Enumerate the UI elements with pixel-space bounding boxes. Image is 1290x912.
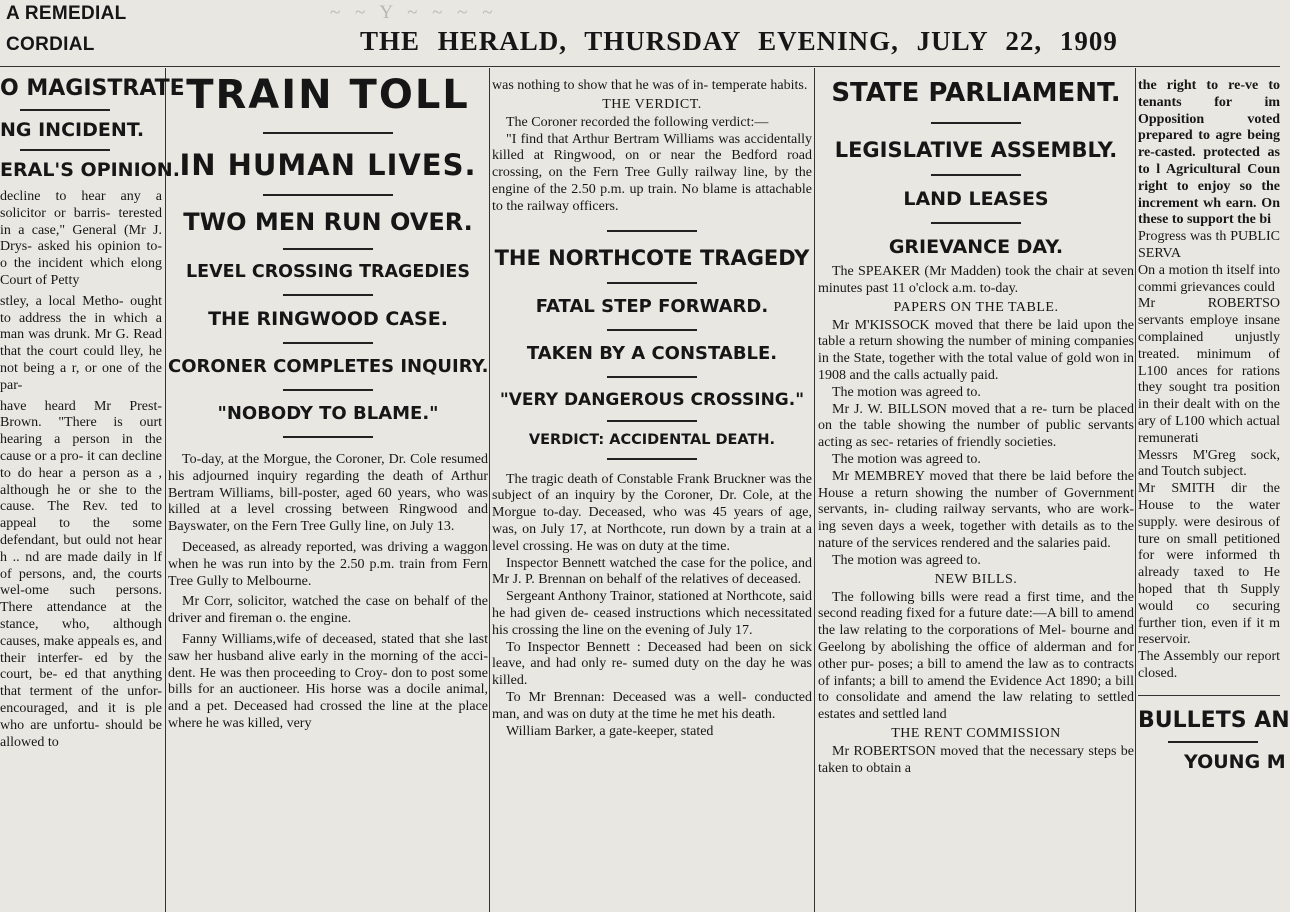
faded-show-through-text: ~ ~ Y ~ ~ ~ ~ bbox=[330, 2, 498, 23]
column-5 bbox=[1138, 68, 1290, 912]
divider bbox=[20, 149, 110, 151]
paragraph: To-day, at the Morgue, the Coroner, Dr. Cole resumed his adjourned inquiry regarding the death of Arthur Bertram Williams, bill-poster, aged 60 years, who was killed at a level crossing between Ringwood and Bayswater, on the Fern Tree Gully line, on July 13. bbox=[168, 452, 488, 535]
paragraph: "I find that Arthur Bertram Williams was accidentally killed at Ringwood, on or near the Bedford road crossing, on the Fern Tree Gully railway line, by the engine of the 2.50 p.m. up train. No blame is attachable to the railway officers. bbox=[492, 131, 812, 214]
headline-taken: TAKEN BY A CONSTABLE. bbox=[526, 342, 778, 364]
paragraph: The SPEAKER (Mr Madden) took the chair at seven minutes past 11 o'clock a.m. to-day. bbox=[818, 264, 1134, 296]
paragraph: Messrs M'Greg sock, and Toutch subject. bbox=[1138, 447, 1280, 480]
paragraph: decline to hear any a solicitor or barris- terested in a case," General (Mr J. Drys- asked his opinion to- o the incident which elong Court of Petty bbox=[0, 189, 162, 288]
headline-nobody: "NOBODY TO BLAME." bbox=[217, 403, 439, 424]
paragraph: the right to re-ve to tenants for im Opposition voted prepared to agre being re-casted. protected as to l Agricultural Coun right to enjoy so the increment wh earn. On these to support the bi bbox=[1138, 78, 1280, 228]
masthead bbox=[0, 0, 1280, 67]
headline-train-toll: TRAIN TOLL bbox=[186, 72, 470, 118]
paragraph: The tragic death of Constable Frank Bruckner was the subject of an inquiry by the Coroner, Dr. Cole, at the Morgue to-day. Deceased, who was 45 years of age, was, on July 17, at Northcote, run down by a train at a level crossing. He was on duty at the time. bbox=[492, 471, 812, 554]
divider bbox=[1168, 741, 1258, 743]
paragraph: William Barker, a gate-keeper, stated bbox=[506, 723, 714, 739]
divider bbox=[607, 230, 697, 232]
paragraph: Mr J. W. BILLSON moved that a re- turn be placed on the table showing the number of public servants acting as sec- retaries of friendly societies. bbox=[818, 401, 1134, 451]
paragraph: Progress was th PUBLIC SERVA bbox=[1138, 229, 1280, 261]
subhead-new-bills: NEW BILLS. bbox=[934, 571, 1018, 587]
subhead-verdict: THE VERDICT. bbox=[602, 96, 702, 112]
column-rule bbox=[489, 68, 490, 912]
divider bbox=[283, 389, 373, 391]
paragraph: To Inspector Bennett : Deceased had been on sick leave, and had only re- sumed duty on the day he was killed. bbox=[492, 639, 812, 689]
headline-northcote: THE NORTHCOTE TRAGEDY bbox=[494, 245, 810, 270]
divider bbox=[931, 174, 1021, 176]
divider bbox=[283, 248, 373, 250]
column-rule bbox=[1135, 68, 1136, 912]
headline-incident: NG INCIDENT. bbox=[0, 119, 145, 141]
newspaper-masthead-title: THE HERALD, THURSDAY EVENING, JULY 22, 1909 bbox=[360, 26, 1118, 56]
headline-grievance-day: GRIEVANCE DAY. bbox=[888, 236, 1064, 258]
paragraph: Sergeant Anthony Trainor, stationed at Northcote, said he had given de- ceased instructions which necessitated his crossing the line on the evening of July 17. bbox=[492, 589, 812, 638]
headline-level-crossing: LEVEL CROSSING TRAGEDIES bbox=[186, 262, 470, 282]
column-3 bbox=[492, 68, 812, 912]
headline-state-parliament: STATE PARLIAMENT. bbox=[831, 78, 1121, 108]
paragraph: The motion was agreed to. bbox=[832, 552, 981, 568]
divider bbox=[263, 132, 393, 134]
column-2 bbox=[168, 68, 488, 912]
headline-human-lives: IN HUMAN LIVES. bbox=[179, 148, 477, 182]
paragraph: stley, a local Metho- ought to address the in which a man was drunk. Mr G. Read that the court could lley, he not being a r, or one of the par- bbox=[0, 293, 162, 393]
headline-opinion: ERAL'S OPINION. bbox=[0, 159, 180, 181]
headline-coroner: CORONER COMPLETES INQUIRY. bbox=[168, 356, 489, 377]
headline-magistrate: O MAGISTRATE bbox=[0, 76, 185, 101]
section-rule bbox=[1138, 695, 1280, 696]
paragraph: The motion was agreed to. bbox=[832, 451, 981, 467]
paragraph: The motion was agreed to. bbox=[832, 384, 981, 400]
subhead-papers: PAPERS ON THE TABLE. bbox=[893, 299, 1059, 315]
divider bbox=[607, 458, 697, 460]
headline-two-men: TWO MEN RUN OVER. bbox=[183, 208, 473, 236]
ad-line-1: A REMEDIAL bbox=[6, 3, 127, 24]
paragraph: Fanny Williams,wife of deceased, stated that she last saw her husband alive early in the morning of the acci- dent. He was then proceeding to Croy- don to post some bills for an auctioneer. His horse was a docile animal, and a pet. Deceased had crossed the line at the place where he was killed, very bbox=[168, 631, 488, 731]
divider bbox=[607, 420, 697, 422]
column-rule bbox=[165, 68, 166, 912]
paragraph: Mr ROBERTSO servants employe insane complained unjustly treated. minimum of L100 ances for rations they sought tra position in their dealt with on the ary of L100 which actual remunerati bbox=[1138, 296, 1280, 446]
divider bbox=[931, 222, 1021, 224]
paragraph: Mr MEMBREY moved that there be laid before the House a return showing the number of Government servants, in- cluding railway servants, who are work- ing seven days a week, together with details as to the nature of the services rendered and the salaries paid. bbox=[818, 468, 1134, 551]
column-1 bbox=[0, 68, 185, 912]
divider bbox=[283, 294, 373, 296]
divider bbox=[607, 376, 697, 378]
headline-dangerous-crossing: "VERY DANGEROUS CROSSING." bbox=[499, 389, 805, 410]
divider bbox=[607, 282, 697, 284]
paragraph: To Mr Brennan: Deceased was a well- conducted man, and was on duty at the time he met his death. bbox=[492, 689, 812, 722]
ad-line-2: CORDIAL bbox=[6, 34, 95, 55]
column-4 bbox=[818, 68, 1134, 912]
paragraph: Mr M'KISSOCK moved that there be laid upon the table a return showing the number of mining companies in the State, together with the total value of gold won in 1908 and the calls actually paid. bbox=[818, 317, 1134, 383]
divider bbox=[931, 122, 1021, 124]
divider bbox=[20, 109, 110, 111]
headline-legislative-assembly: LEGISLATIVE ASSEMBLY. bbox=[834, 138, 1118, 162]
paragraph: Mr Corr, solicitor, watched the case on behalf of the driver and fireman o. the engine. bbox=[168, 594, 488, 627]
paragraph: On a motion th itself into commi grievances could bbox=[1138, 262, 1280, 295]
column-rule bbox=[814, 68, 815, 912]
headline-fatal-step: FATAL STEP FORWARD. bbox=[535, 295, 769, 317]
paragraph: Inspector Bennett watched the case for the police, and Mr J. P. Brennan on behalf of the relatives of deceased. bbox=[492, 555, 812, 588]
headline-bullets: BULLETS AN bbox=[1138, 707, 1290, 733]
paragraph: The Assembly our report closed. bbox=[1138, 649, 1280, 681]
headline-ringwood: THE RINGWOOD CASE. bbox=[208, 308, 448, 330]
paragraph: Mr ROBERTSON moved that the necessary steps be taken to obtain a bbox=[818, 743, 1134, 776]
paragraph: The following bills were read a first time, and the second reading fixed for a future date:—A bill to amend the law relating to the corporations of Mel- bourne and Geelong by abolishing the office of alderman and for other pur- poses; a bill to amend the law as to contracts of infants; a bill to amend the Evidence Act 1890; a bill to consolidate and amend the law relating to settled estates and settled land bbox=[818, 589, 1134, 723]
paragraph: have heard Mr Prest- Brown. "There is ourt hearing a person in the cause or a pro- it can decline to do hear a person as a , although he or she to the cause. The Rev. ted to appeal to the some defendant, but ould not hear h .. nd are made daily in lf of persons, and, the courts wel-ome such persons. There attendance at the stance, who, although causes, make appeals es, and their interfer- ed by the court, be- ed that anything that terment of the unfor- encouraged, and it is ple who are unfortu- should be allowed to bbox=[0, 398, 162, 750]
subhead-rent-commission: THE RENT COMMISSION bbox=[891, 725, 1061, 741]
divider bbox=[283, 342, 373, 344]
headline-land-leases: LAND LEASES bbox=[903, 188, 1049, 210]
paragraph: Mr SMITH dir the House to the water supply. were desirous of ture on small petitioned for were informed th already taxed to He hoped that th Supply would co securing further tion, even if it m reservoir. bbox=[1138, 481, 1280, 648]
divider bbox=[283, 436, 373, 438]
paragraph: Deceased, as already reported, was driving a waggon when he was run into by the 2.50 p.m. train from Fern Tree Gully to Melbourne. bbox=[168, 539, 488, 589]
paragraph: was nothing to show that he was of in- temperate habits. bbox=[492, 78, 808, 93]
headline-verdict: VERDICT: ACCIDENTAL DEATH. bbox=[528, 431, 776, 448]
headline-young: YOUNG M bbox=[1184, 750, 1286, 773]
divider bbox=[263, 194, 393, 196]
paragraph: The Coroner recorded the following verdict:— bbox=[506, 114, 769, 130]
divider bbox=[607, 329, 697, 331]
